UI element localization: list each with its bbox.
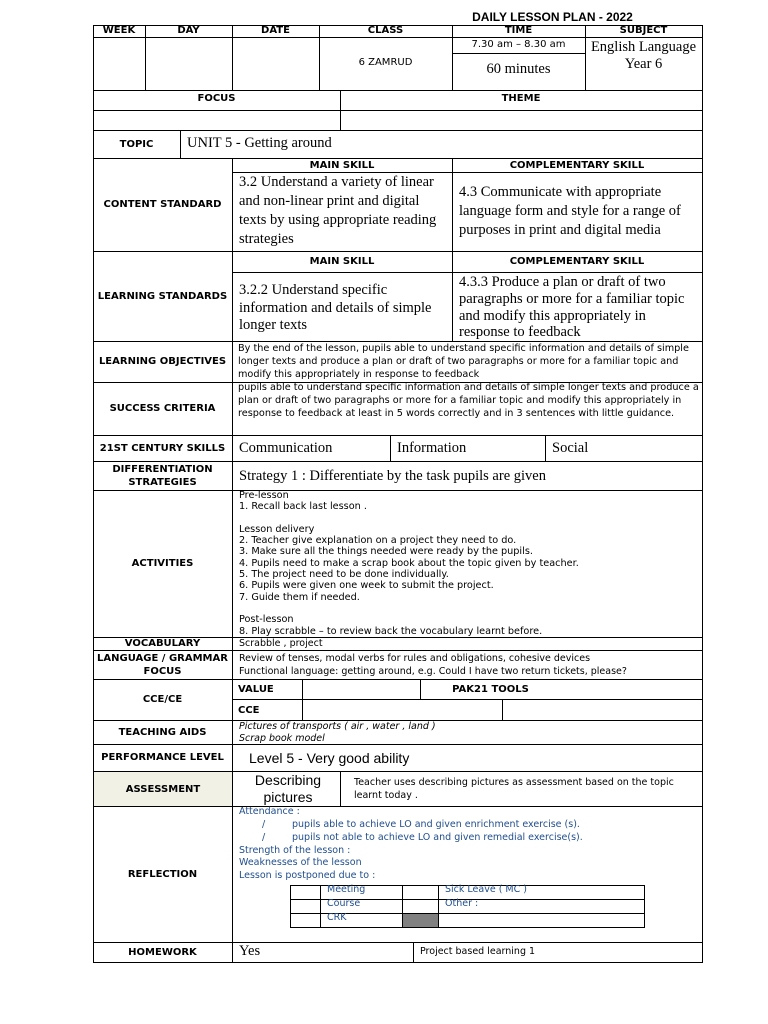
assessment-label: ASSESSMENT	[94, 772, 232, 806]
teaching-aids-text: Pictures of transports ( air , water , land ) Scrap book model	[239, 721, 436, 744]
pak21-header: PAK21 TOOLS	[452, 684, 529, 695]
subject-header: SUBJECT	[619, 25, 668, 36]
century-skills-label: 21ST CENTURY SKILLS	[99, 442, 226, 454]
vocabulary-text: Scrabble , project	[239, 638, 323, 649]
class-value: 6 ZAMRUD	[358, 57, 413, 68]
week-header: WEEK	[102, 25, 136, 36]
time-value: 7.30 am – 8.30 am	[471, 39, 566, 50]
cce-label: CCE/CE	[142, 694, 183, 705]
reflection-mark-2: /	[262, 832, 266, 843]
theme-label: THEME	[501, 93, 541, 104]
main-skill-header: MAIN SKILL	[309, 160, 375, 171]
reflection-line-1: pupils able to achieve LO and given enrichment exercise (s).	[292, 819, 580, 830]
content-standard-main: 3.2 Understand a variety of linear and non-linear print and digital texts by using appropriate reading strategies	[239, 174, 437, 247]
differentiation-text: Strategy 1 : Differentiate by the task pupils are given	[239, 468, 546, 484]
topic-value: UNIT 5 - Getting around	[187, 135, 332, 151]
activities-text: Pre-lesson 1. Recall back last lesson . Lesson delivery 2. Teacher give explanation on a project they need to do. 3. Make sure all the things needed were ready by the pupils. 4. Pupils need to make a scrap book about the topic given by teacher. 5. The project need to be done individually. 6. Pupils were given one week to submit the project. 7. Guide them if needed. Post-lesson 8. Play scrabble – to review back the vocabulary learnt before.	[239, 490, 579, 637]
performance-label: PERFORMANCE LEVEL	[101, 752, 224, 763]
learning-standard-main: 3.2.2 Understand specific information and details of simple longer texts	[239, 282, 432, 333]
complementary-skill-header: COMPLEMENTARY SKILL	[509, 160, 645, 171]
date-header: DATE	[261, 25, 290, 36]
time-header: TIME	[504, 25, 533, 36]
learning-objectives-text: By the end of the lesson, pupils able to understand specific information and details of simple longer texts and produce a plan or draft of two paragraphs or more for a familiar topic and modify this appropriately in response to feedback	[238, 343, 689, 380]
ls-complementary-skill-header: COMPLEMENTARY SKILL	[509, 256, 645, 267]
reason-other: Other :	[445, 898, 479, 909]
learning-standard-comp: 4.3.3 Produce a plan or draft of two paragraphs or more for a familiar topic and modify this appropriately in response to feedback	[459, 274, 685, 341]
reason-meeting: Meeting	[327, 884, 366, 895]
performance-text: Level 5 - Very good ability	[249, 750, 410, 766]
century-skill-social: Social	[552, 440, 589, 456]
reflection-label: REFLECTION	[127, 868, 198, 880]
activities-label: ACTIVITIES	[131, 558, 194, 569]
day-header: DAY	[177, 25, 200, 36]
shaded-cell	[403, 914, 438, 927]
reflection-weakness: Weaknesses of the lesson	[239, 857, 362, 868]
grammar-label: LANGUAGE / GRAMMAR FOCUS	[97, 652, 228, 677]
learning-objectives-label: LEARNING OBJECTIVES	[98, 356, 227, 367]
subject-value: English Language Year 6	[590, 39, 697, 72]
focus-label: FOCUS	[197, 93, 236, 104]
content-standard-label: CONTENT STANDARD	[103, 199, 222, 210]
topic-label: TOPIC	[119, 138, 154, 150]
ls-main-skill-header: MAIN SKILL	[309, 256, 375, 267]
learning-standards-label: LEARNING STANDARDS	[97, 290, 228, 302]
reflection-attendance: Attendance :	[239, 806, 300, 817]
focus-value[interactable]	[94, 111, 340, 130]
success-criteria-text: pupils able to understand specific information and details of simple longer texts and produce a plan or draft of two paragraphs or more for a familiar topic and modify this appropriately in response to feedback at least in 5 words correctly and in 3 sentences with little guidance.	[238, 382, 699, 419]
page-title: DAILY LESSON PLAN - 2022	[472, 10, 633, 24]
duration-value: 60 minutes	[486, 61, 551, 77]
vocabulary-label: VOCABULARY	[124, 638, 201, 649]
reflection-mark-1: /	[262, 819, 266, 830]
value-header: VALUE	[238, 684, 274, 695]
success-criteria-label: SUCCESS CRITERIA	[109, 403, 216, 414]
homework-note: Project based learning 1	[420, 946, 536, 957]
century-skill-information: Information	[397, 440, 467, 456]
content-standard-comp: 4.3 Communicate with appropriate language form and style for a range of purposes in print and digital media	[459, 184, 681, 238]
grammar-text: Review of tenses, modal verbs for rules and obligations, cohesive devices Functional language: getting around, e.g. Could I have two return tickets, please?	[239, 653, 627, 677]
reflection-line-2: pupils not able to achieve LO and given remedial exercise(s).	[292, 832, 583, 843]
assessment-text: Teacher uses describing pictures as assessment based on the topic learnt today .	[354, 777, 674, 801]
differentiation-label: DIFFERENTIATION STRATEGIES	[112, 463, 213, 488]
reason-crk: CRK	[327, 912, 347, 923]
reflection-strength: Strength of the lesson :	[239, 845, 351, 856]
class-header: CLASS	[367, 25, 404, 36]
theme-value[interactable]	[341, 111, 702, 130]
reason-sick-leave: Sick Leave ( MC )	[445, 884, 527, 895]
cce-header: CCE	[238, 705, 260, 716]
teaching-aids-label: TEACHING AIDS	[118, 726, 207, 738]
reflection-postponed: Lesson is postponed due to :	[239, 870, 376, 881]
assessment-method: Describing pictures	[254, 772, 322, 805]
reason-course: Course	[327, 898, 361, 909]
century-skill-communication: Communication	[239, 440, 333, 456]
homework-value: Yes	[239, 943, 261, 959]
homework-label: HOMEWORK	[128, 946, 197, 958]
